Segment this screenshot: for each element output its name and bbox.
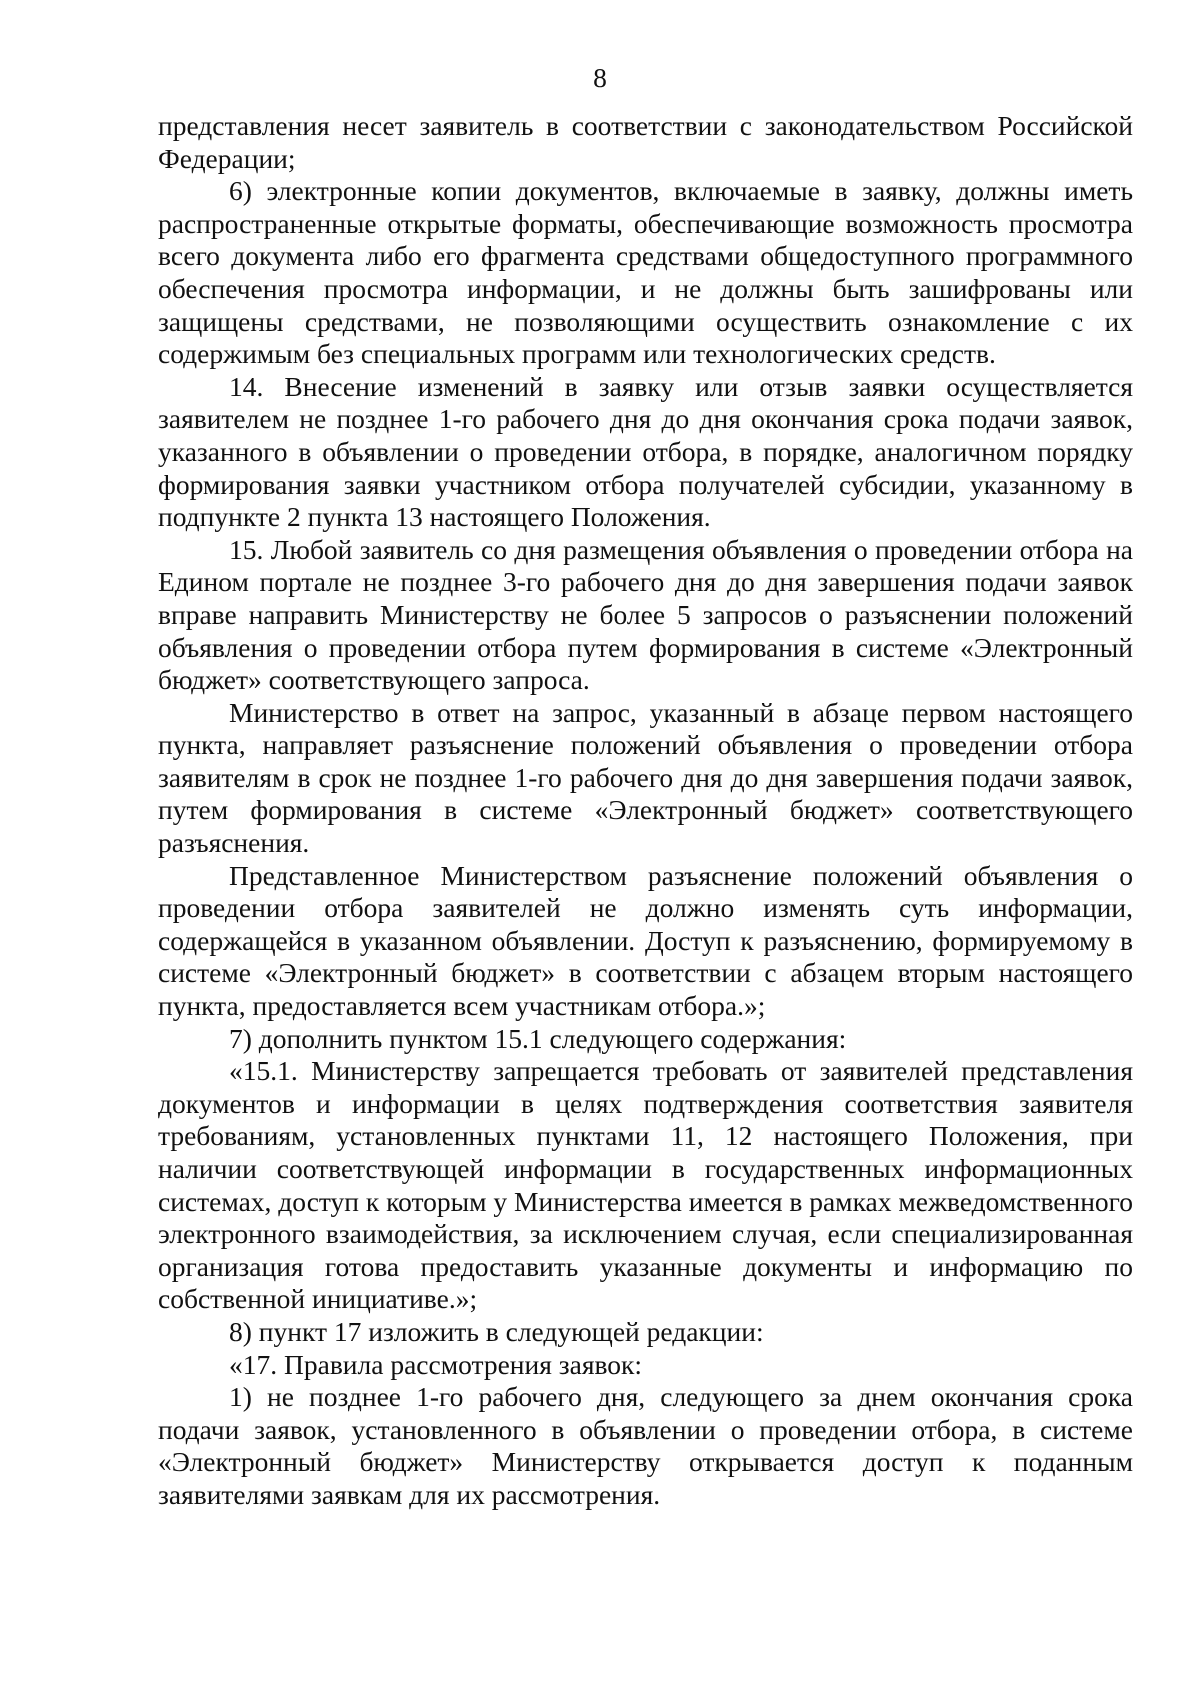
paragraph-item-8: 8) пункт 17 изложить в следующей редакции: <box>229 1315 764 1347</box>
paragraph-continuation: представления несет заявитель в соответствии с законодательством Российской Федерации; <box>158 110 1133 174</box>
document-body <box>158 110 1133 1512</box>
paragraph-clarification: Представленное Министерством разъяснение положений объявления о проведении отбора заявителей не должно изменять суть информации, содержащейся в указанном объявлении. Доступ к разъяснению, формируемому в системе «Электронный бюджет» в соответствии с абзацем вторым настоящего пункта, предоставляется всем участникам отбора.»; <box>158 859 1133 1022</box>
page-number: 8 <box>593 62 607 93</box>
paragraph-clause-15: 15. Любой заявитель со дня размещения объявления о проведении отбора на Едином портале не позднее 3-го рабочего дня до дня завершения подачи заявок вправе направить Министерству не более 5 запросов о разъяснении положений объявления о проведении отбора путем формирования в системе «Электронный бюджет» соответствующего запроса. <box>158 533 1133 696</box>
paragraph-item-6: 6) электронные копии документов, включаемые в заявку, должны иметь распространенные открытые форматы, обеспечивающие возможность просмотра всего документа либо его фрагмента средствами общедоступного программного обеспечения просмотра информации, и не должны быть зашифрованы или защищены средствами, не позволяющими осуществить ознакомление с их содержимым без специальных программ или технологических средств. <box>158 175 1133 370</box>
paragraph-ministry-response: Министерство в ответ на запрос, указанный в абзаце первом настоящего пункта, направляет разъяснение положений объявления о проведении отбора заявителям в срок не позднее 1-го рабочего дня до дня завершения подачи заявок, путем формирования в системе «Электронный бюджет» соответствующего разъяснения. <box>158 696 1133 859</box>
paragraph-clause-17: «17. Правила рассмотрения заявок: <box>229 1348 643 1380</box>
paragraph-item-7: 7) дополнить пунктом 15.1 следующего содержания: <box>229 1022 847 1054</box>
paragraph-clause-15-1: «15.1. Министерству запрещается требовать от заявителей представления документов и информации в целях подтверждения соответствия заявителя требованиям, установленных пунктами 11, 12 настоящего Положения, при наличии соответствующей информации в государственных информационных системах, доступ к которым у Министерства имеется в рамках межведомственного электронного взаимодействия, за исключением случая, если специализированная организация готова предоставить указанные документы и информацию по собственной инициативе.»; <box>158 1055 1134 1315</box>
paragraph-clause-17-item-1: 1) не позднее 1-го рабочего дня, следующего за днем окончания срока подачи заявок, установленного в объявлении о проведении отбора, в системе «Электронный бюджет» Министерству открывается доступ к поданным заявителями заявкам для их рассмотрения. <box>158 1381 1133 1510</box>
paragraph-clause-14: 14. Внесение изменений в заявку или отзыв заявки осуществляется заявителем не позднее 1-го рабочего дня до дня окончания срока подачи заявок, указанного в объявлении о проведении отбора, в порядке, аналогичном порядку формирования заявки участником отбора получателей субсидии, указанному в подпункте 2 пункта 13 настоящего Положения. <box>158 370 1133 533</box>
